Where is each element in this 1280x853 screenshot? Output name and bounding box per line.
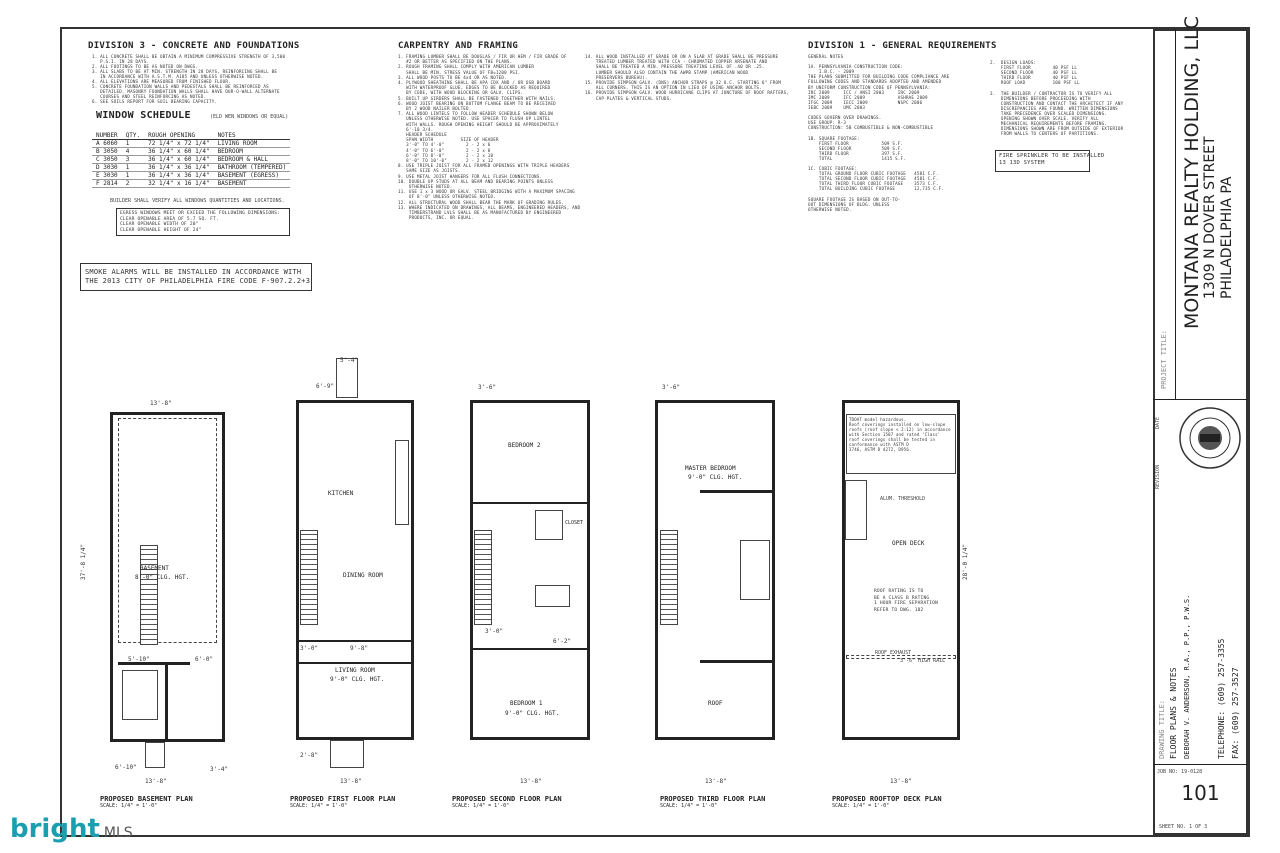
second-ceiling: 9'-0" CLG. HGT. [505, 710, 560, 717]
sheet-of: SHEET NO. 1 OF 3 [1159, 824, 1208, 830]
dim-width: 13'-8" [150, 400, 172, 407]
dim: 3'-0" [485, 628, 504, 635]
table-row [92, 156, 290, 164]
dim: 9'-8" [350, 645, 369, 652]
div1-general-notes: GENERAL NOTES 1A. PENNSYLVANIA CONSTRUCTION CODE: I.B.C. - 2009 THE PLANS SUBMITTED FOR BUILDING CODE COMPLIANCE ARE FOLLOWING CODES AND STANDARDS ADOPTED AND AMENDED BY UNIFORM CONSTRUCTION CODE OF PENNSYLVANIA: IRC 2009 ICC / ANSI 2003 IRC 2009 IMC 2009 IFC 2009 ASHRAE 2009 IFGC 2009 IECC 2009 NSPC 2006 IEBC 2009 UMC 2003 CODES GOVERN OVER DRAWINGS. USE GROUP: R-3 CONSTRUCTION: 5B COMBUSTIBLE & NON-COMBUSTIBLE 1B. SQUARE FOOTAGE: FIRST FLOOR 509 S.F. SECOND FLOOR 509 S.F. THIRD FLOOR 397 S.F. TOTAL 1415 S.F. 1C. CUBIC FOOTAGE: TOTAL GROUND FLOOR CUBIC FOOTAGE 4581 C.F. TOTAL SECOND FLOOR CUBIC FOOTAGE 4581 C.F. TOTAL THIRD FLOOR CUBIC FOOTAGE 3573 C.F. TOTAL BUILDING CUBIC FOOTAGE 12,735 C.F. SQUARE FOOTAGE IS BASED ON OUT-TO- OUT DIMENSIONS OF BLDG. UNLESS OTHERWISE NOTED. [808, 54, 950, 212]
tb-divider [1153, 764, 1248, 765]
project-address: 1309 N DOVER STREET [1202, 136, 1218, 299]
dining-label: DINING ROOM [343, 572, 383, 579]
wall [296, 640, 414, 642]
bedroom1-label: BEDROOM 1 [510, 700, 543, 707]
dim: 2'-8" [300, 752, 319, 759]
closet [740, 540, 770, 600]
schedule-cell: A 6060 [92, 140, 122, 148]
first-ceiling: 9'-0" CLG. HGT. [330, 676, 385, 683]
schedule-cell: C 3050 [92, 156, 122, 164]
schedule-header: NUMBER [92, 132, 122, 140]
dim: 3'-6" [662, 384, 681, 391]
architect-name: DEBORAH V. ANDERSON, R.A., P.P., P.W.S. [1183, 594, 1191, 759]
third-stairs [660, 530, 678, 625]
telephone: TELEPHONE: (609) 257-3355 [1217, 638, 1226, 759]
basement-stairs [140, 545, 158, 645]
dim: 3'-4" [210, 766, 229, 773]
roof-fire-sep: 1 HOUR FIRE SEPARATION REFER TO DWG. 102 [874, 601, 939, 613]
schedule-cell: 1 [122, 164, 144, 172]
third-ceiling: 9'-0" CLG. HGT. [688, 474, 743, 481]
dim: 3'-0" [300, 645, 319, 652]
closet [535, 510, 563, 540]
basement-ceiling: 8'-0" CLG. HGT. [135, 574, 190, 581]
schedule-cell: D 3030 [92, 164, 122, 172]
sheet-number: 101 [1181, 781, 1220, 805]
roof-exhaust: ROOF EXHAUST [875, 650, 912, 656]
project-title-label: PROJECT TITLE: [1160, 329, 1168, 389]
wall [700, 490, 775, 493]
dim-depth: 28'-0 1/4" [962, 543, 969, 580]
schedule-cell: 4 [122, 148, 144, 156]
rail-note: 3'-6" HIGH RAIL [900, 658, 946, 664]
schedule-cell: BEDROOM [214, 148, 291, 156]
roof-access [845, 480, 867, 540]
schedule-cell: 2 [122, 180, 144, 188]
deck-label: OPEN DECK [892, 540, 925, 547]
schedule-cell: 1 [122, 172, 144, 180]
schedule-cell: 36 1/4" x 60 1/4" [144, 156, 213, 164]
schedule-cell: E 3030 [92, 172, 122, 180]
window-schedule-table [92, 132, 290, 188]
wall [296, 662, 414, 664]
dim: 6'-9" [316, 383, 335, 390]
table-row [92, 172, 290, 180]
second-stairs [474, 530, 492, 625]
dim-width: 13'-8" [145, 778, 167, 785]
roof-rating: ROOF RATING IS TO BE A CLASS B RATING [874, 589, 930, 601]
dim: 6'-2" [553, 638, 572, 645]
fax: FAX: (609) 257-3527 [1231, 667, 1240, 759]
bath-wall [165, 662, 168, 742]
rear-stair [336, 358, 358, 398]
table-row [92, 140, 290, 148]
revision-label: REVISION [1155, 464, 1161, 489]
basement-bath [122, 670, 158, 720]
schedule-header: ROUGH OPENING [144, 132, 213, 140]
wall [470, 502, 590, 504]
tub [535, 585, 570, 607]
project-city: PHILADELPHIA PA [1219, 176, 1235, 299]
window-verify-note: BUILDER SHALL VERIFY ALL WINDOWS QUANTITIES AND LOCATIONS. [110, 198, 285, 204]
sprinkler-note: FIRE SPRINKLER TO BE INSTALLED 13 13D SYSTEM [995, 150, 1090, 172]
architect-seal-icon [1178, 406, 1242, 470]
first-caption: PROPOSED FIRST FLOOR PLAN SCALE: 1/4" = 1'-0" [290, 795, 396, 809]
alum-threshold: ALUM. THRESHOLD [880, 496, 926, 502]
roof-code-note: TDOAT model hazardous. Roof coverings installed on low-slope roofs (roof slope < 2:12) in accordance with Section 1507 and rated 'Class' roof coverings shall be tested in conformance with ASTM D 3746, ASTM D 4272, D956. [846, 414, 956, 474]
table-row [92, 180, 290, 188]
div1-title: DIVISION 1 - GENERAL REQUIREMENTS [808, 41, 997, 51]
schedule-cell: 1 [122, 140, 144, 148]
schedule-cell: LIVING ROOM [214, 140, 291, 148]
carpentry-col2: 14. ALL WOOD INSTALLED AT GRADE OR ON A SLAB AT GRADE SHALL BE PRESSURE TREATED LUMBER TREATED WITH CCA - CHROMATED COPPER ARSENATE AND SHALL BE TREATED A MIN. PRESSURE TREATING LEVEL OF .40 OR .25. LUMBER SHOULD ALSO CONTAIN THE AWPB STAMP (AMERICAN WOOD PRESERVERS BUREAU). 15. PROVIDE SIMPSON GALV. (DNS) ANCHOR STRAPS @ 32 O.C. STARTING 6" FROM ALL CORNERS. THIS IS AN OPTION IN LIEU OF USING ANCHOR BOLTS. 16. PROVIDE SIMPSON GALV. WOOD HURRICANE CLIPS AT JUNCTURE OF ROOF RAFTERS, CAP PLATES & VERTICAL STUDS. [585, 54, 790, 101]
closet-label: CLOSET [565, 520, 584, 526]
basement-caption: PROPOSED BASEMENT PLAN SCALE: 1/4" = 1'-0" [100, 795, 193, 809]
tb-divider [1175, 29, 1176, 399]
bedroom2-label: BEDROOM 2 [508, 442, 541, 449]
dim: 6'-0" [195, 656, 214, 663]
div3-body: 1. ALL CONCRETE SHALL BE OBTAIN A MINIMUM COMPRESSIVE STRENGTH OF 3,500 P.S.I. IN 28 DAYS. 2. ALL FOOTINGS TO BE AS NOTED ON DWGS. 3. ALL SLABS TO BE AT MIN. STRENGTH IN 28 DAYS, REINFORCING SHALL BE IN ACCORDANCE WITH A.S.T.M. A185 AND UNLESS OTHERWISE NOTED. 4. ALL ELEVATIONS ARE MEASURED FROM FINISHED FLOOR. 5. CONCRETE FOUNDATION WALLS AND PEDESTALS SHALL BE REINFORCED AS DETAILED. MASONRY FOUNDATION WALLS SHALL HAVE DUR-O-WALL ALTERNATE COURSES AND STEEL REINFORCING AS NOTED. 6. SEE SOILS REPORT FOR SOIL BEARING CAPACITY. [92, 54, 286, 104]
front-steps [330, 740, 364, 768]
job-number: JOB NO: 19-0128 [1157, 769, 1203, 775]
dim-width: 13'-8" [520, 778, 542, 785]
roof-caption: PROPOSED ROOFTOP DECK PLAN SCALE: 1/4" = 1'-0" [832, 795, 942, 809]
living-label: LIVING ROOM [335, 667, 375, 674]
drawing-title-label: DRAWING TITLE: [1158, 699, 1166, 759]
schedule-cell: BASEMENT [214, 180, 291, 188]
wall [470, 648, 590, 650]
owner-name: MONTANA REALTY HOLDING, LLC [1181, 16, 1203, 329]
tb-divider [1153, 399, 1248, 400]
div1-design-loads: 2. DESIGN LOADS: FIRST FLOOR 40 PSF LL SECOND FLOOR 40 PSF LL THIRD FLOOR 40 PSF LL ROOF LOAD 100 PSF LL 3. THE BUILDER / CONTRACTOR IS TO VERIFY ALL DIMENSIONS BEFORE PROCEEDING WITH CONSTRUCTION AND CONTACT THE ARCHITECT IF ANY DISCREPANCIES ARE FOUND. WRITTEN DIMENSIONS TAKE PRECEDENCE OVER SCALED DIMENSIONS. OPENING SHOWN OVER SCALE. VERIFY ALL MECHANICAL REQUIREMENTS BEFORE FRAMING. DIMENSIONS SHOWN ARE FROM OUTSIDE OF EXTERIOR FROM WALLS TO CENTERS OF PARTITIONS. [990, 60, 1124, 137]
dim: 3'-6" [478, 384, 497, 391]
schedule-header: QTY. [122, 132, 144, 140]
master-label: MASTER BEDROOM [685, 465, 736, 472]
basement-label: BASEMENT [140, 565, 169, 572]
dim: 6'-10" [115, 764, 137, 771]
schedule-cell: 36 1/4" x 36 1/4" [144, 172, 213, 180]
dim-depth: 37'-8 1/4" [80, 543, 87, 580]
areaway [145, 742, 165, 768]
first-stairs [300, 530, 318, 625]
schedule-cell: 36 1/4" x 60 1/4" [144, 148, 213, 156]
window-schedule-title: WINDOW SCHEDULE [96, 110, 191, 121]
carpentry-title: CARPENTRY AND FRAMING [398, 41, 519, 51]
table-row [92, 164, 290, 172]
schedule-cell: BASEMENT (EGRESS) [214, 172, 291, 180]
smoke-alarm-note: SMOKE ALARMS WILL BE INSTALLED IN ACCORDANCE WITH THE 2013 CITY OF PHILADELPHIA FIRE CODE F-907.2.2+3 [80, 263, 312, 291]
drawing-title: FLOOR PLANS & NOTES [1169, 667, 1178, 759]
roof-label: ROOF [708, 700, 723, 707]
dim: 5'-10" [128, 656, 150, 663]
table-row [92, 148, 290, 156]
kitchen-counter [395, 440, 409, 525]
dim-width: 13'-8" [705, 778, 727, 785]
dim-width: 13'-8" [890, 778, 912, 785]
kitchen-label: KITCHEN [328, 490, 354, 497]
schedule-cell: 32 1/4" x 16 1/4" [144, 180, 213, 188]
perforated-drain [118, 418, 217, 643]
bright-mls-logo: bright MLS [10, 814, 133, 844]
dim-width: 13'-8" [340, 778, 362, 785]
schedule-cell: 3 [122, 156, 144, 164]
wall [700, 660, 775, 663]
carpentry-col1: 1. FRAMING LUMBER SHALL BE DOUGLAS / FIR OR HEM / FIR GRADE OF #2 OR BETTER AS SPECIFIED ON THE PLANS. 2. ROUGH FRAMING SHALL COMPLY WITH AMERICAN LUMBER SHALL BE MIN. STRESS VALUE OF FB=1200 PSI. 3. ALL WOOD POSTS TO BE 4x4 OR AS NOTED. 4. PLYWOOD SHEATHING SHALL BE APA CDX AND / OR OSB BOARD WITH WATERPROOF GLUE, EDGES TO BE BLOCKED AS REQUIRED BY CODE, WITH WOOD BLOCKING OR GALV. CLIPS. 5. BUILT UP GIRDERS SHALL BE FASTENED TOGETHER WITH NAILS. 6. WOOD JOIST BEARING ON BOTTOM FLANGE BEAM TO BE RECEIVED BY 2 WOOD NAILER BOLTED. 7. ALL WOOD LINTELS TO FOLLOW HEADER SCHEDULE SHOWN BELOW UNLESS OTHERWISE NOTED. USE SPACER TO FLUSH UP LINTEL WITH WALLS. ROUGH OPENING HEIGHT SHOULD BE APPROXIMATELY 6'-10 3/4. HEADER SCHEDULE SPAN WIDTH SIZE OF HEADER 3'-0" TO 4'-0" 2 - 2 x 6 4'-0" TO 6'-0" 2 - 2 x 8 6'-0" TO 8'-0" 2 - 2 x 10 8'-0" TO 10'-0" 2 - 2 x 12 8. USE TRIPLE JOIST FOR ALL FRAMED OPENINGS WITH TRIPLE HEADERS SAME SIZE AS JOISTS. 9. USE METAL JOIST HANGERS FOR ALL FLUSH CONNECTIONS. 10. DOUBLE UP STUDS AT ALL BEAM AND BEARING POINTS UNLESS OTHERWISE NOTED. 11. USE 1 x 3 WOOD OR GALV. STEEL BRIDGING WITH A MAXIMUM SPACING OF 8'-0" UNLESS OTHERWISE NOTED. 12. ALL STRUCTURAL WOOD SHALL BEAR THE MARK OF GRADING RULES. 13. WHERE INDICATED ON DRAWINGS, ALL BEAMS, ENGINEERED HEADERS, AND TIMBERSTRAND LVLS SHALL BE AS MANUFACTURED BY ENGINEERED PRODUCTS, INC. OR EQUAL. [398, 54, 581, 221]
window-schedule-subtitle: (ELD WEN WINDOWS OR EQUAL) [210, 114, 289, 120]
schedule-cell: BEDROOM & HALL [214, 156, 291, 164]
dim: 5'-4" [340, 357, 359, 364]
div3-title: DIVISION 3 - CONCRETE AND FOUNDATIONS [88, 41, 300, 51]
second-caption: PROPOSED SECOND FLOOR PLAN SCALE: 1/4" = 1'-0" [452, 795, 562, 809]
schedule-header: NOTES [214, 132, 291, 140]
schedule-cell: B 3050 [92, 148, 122, 156]
egress-note: EGRESS WINDOWS MEET OR EXCEED THE FOLLOWING DIMENSIONS: CLEAR OPENABLE AREA OF 5.7 SQ. FT. CLEAR OPENABLE WIDTH OF 20" CLEAR OPENABLE HEIGHT OF 24" [116, 208, 290, 236]
date-label: DATE [1155, 416, 1161, 429]
third-caption: PROPOSED THIRD FLOOR PLAN SCALE: 1/4" = 1'-0" [660, 795, 766, 809]
schedule-cell: 72 1/4" x 72 1/4" [144, 140, 213, 148]
schedule-cell: 36 1/4" x 36 1/4" [144, 164, 213, 172]
schedule-cell: F 2814 [92, 180, 122, 188]
title-block [1153, 16, 1248, 835]
schedule-cell: BATHROOM (TEMPERED) [214, 164, 291, 172]
